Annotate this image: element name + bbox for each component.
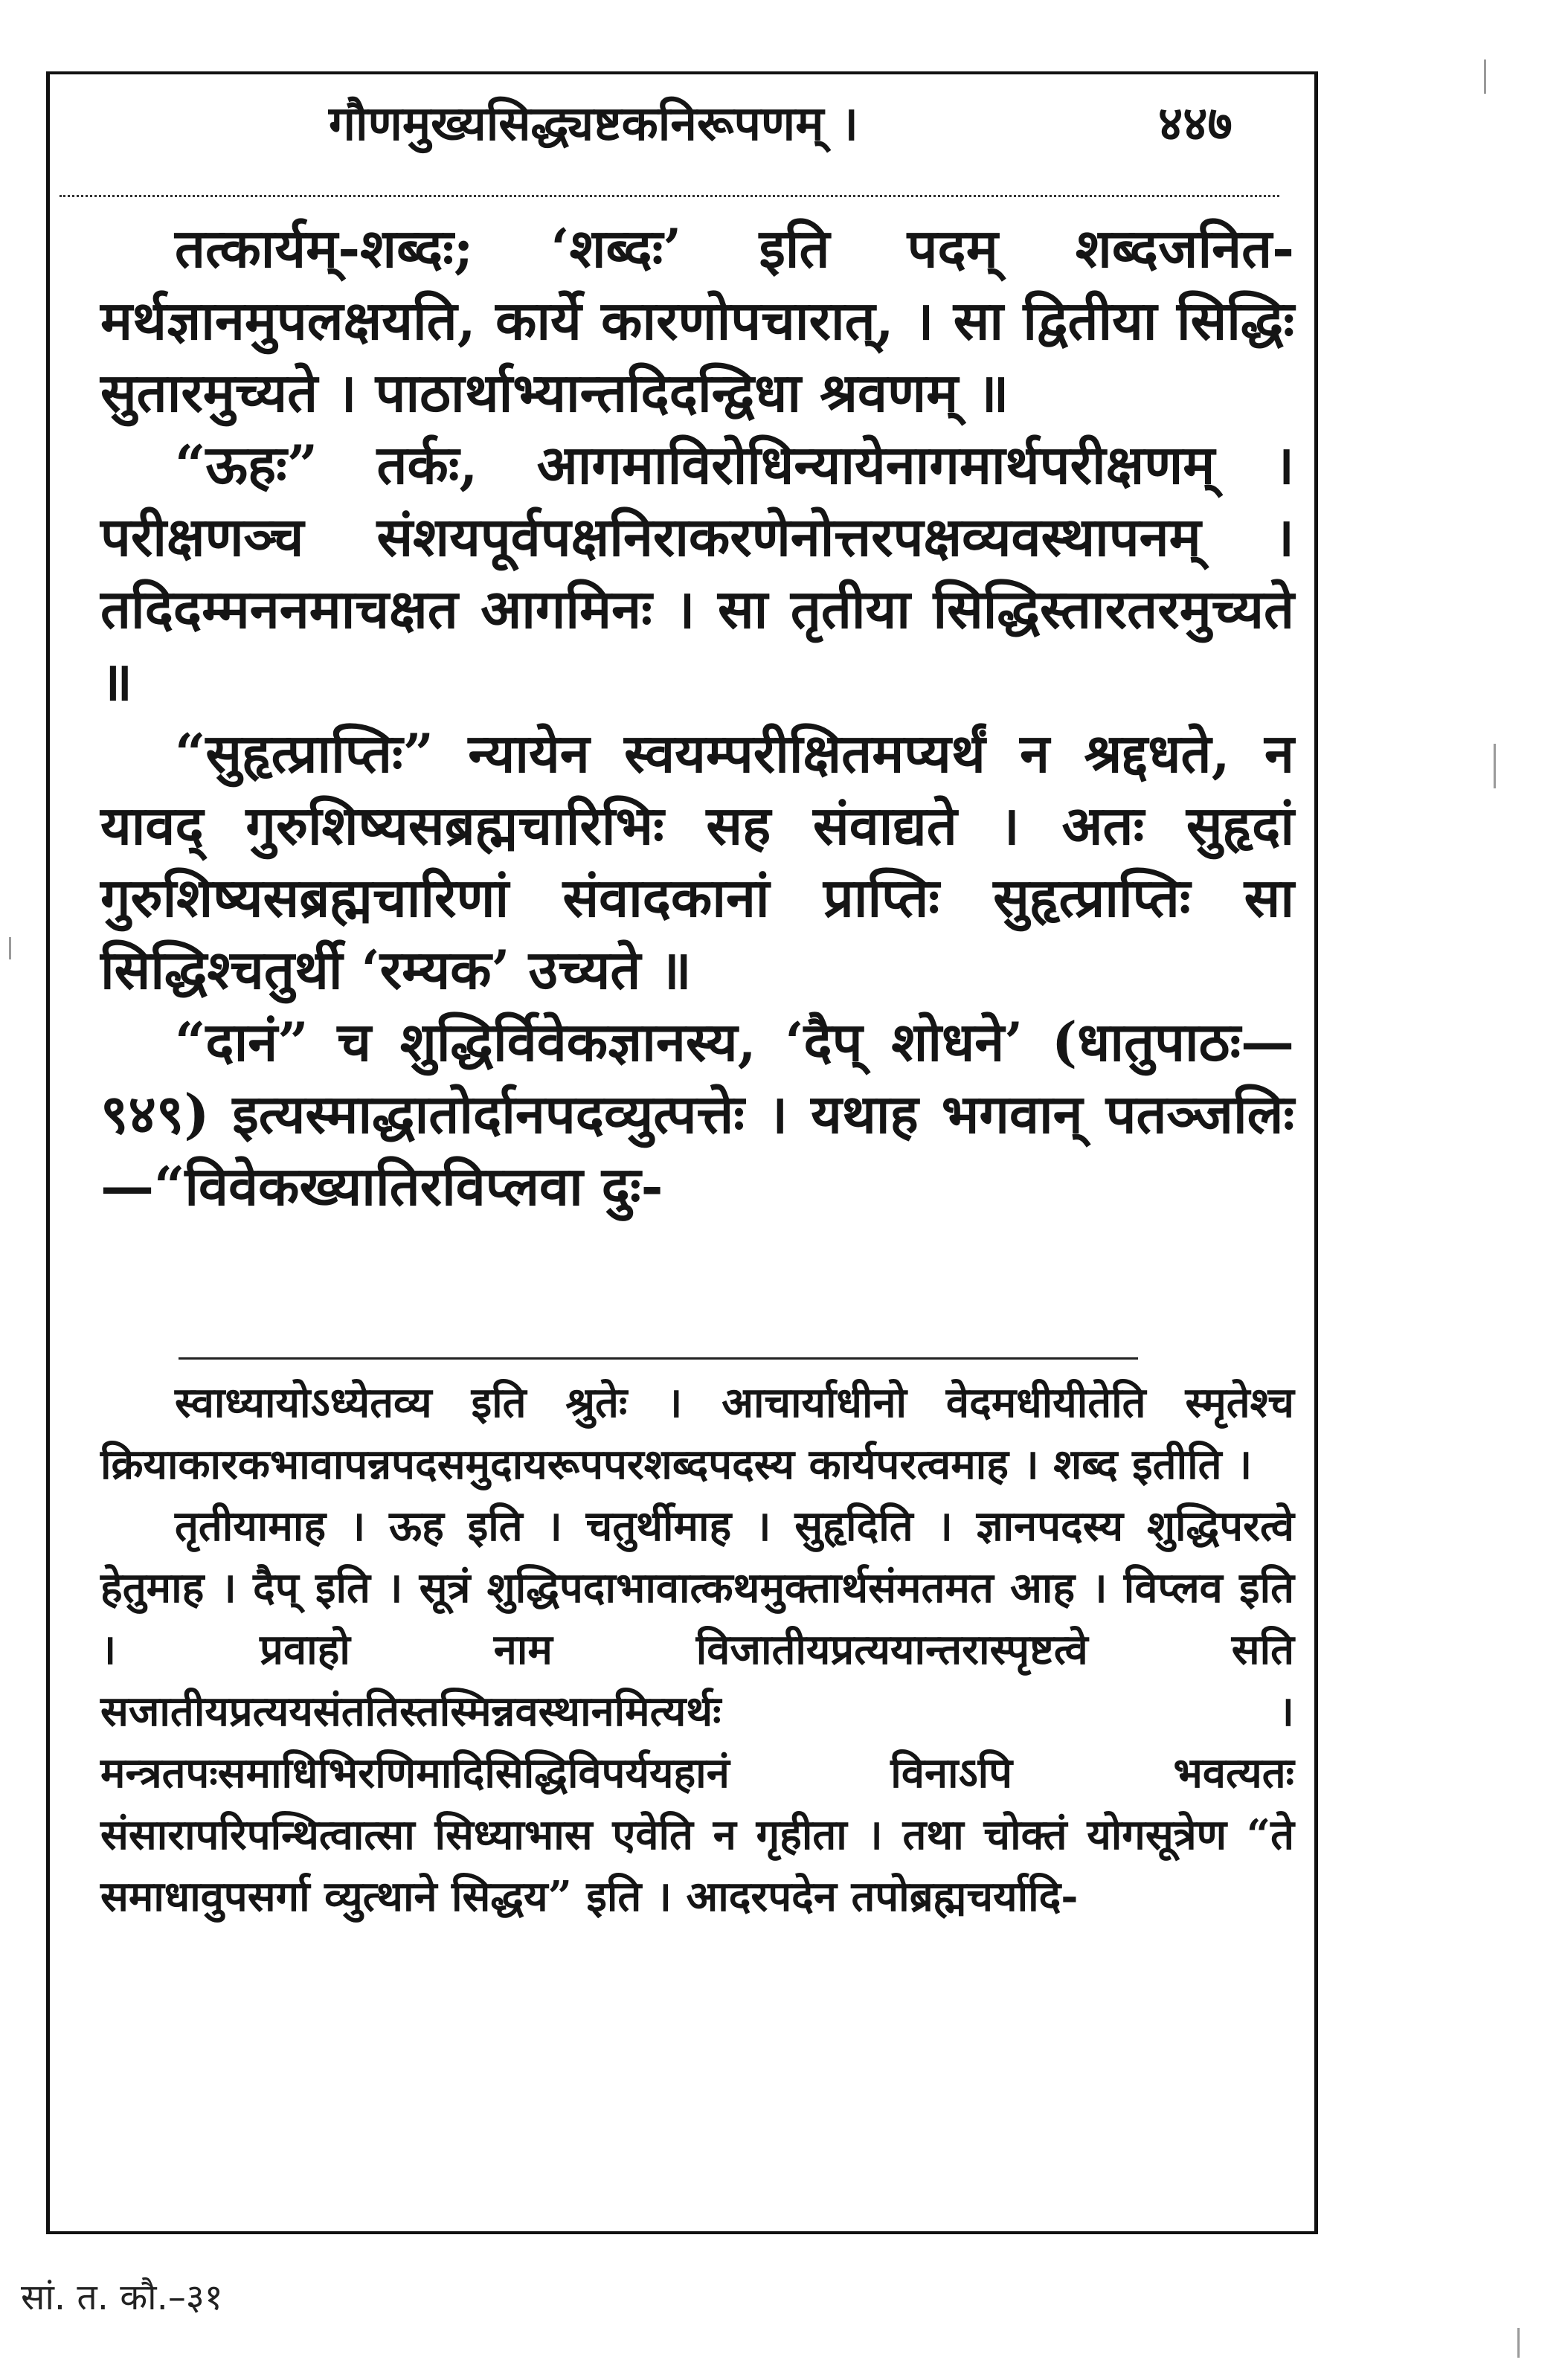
main-text-block xyxy=(100,212,1294,1222)
page-number: ४४७ xyxy=(1158,96,1232,152)
main-paragraph: “दानं” च शुद्धिर्विवेकज्ञानस्य, ‘दैप् शोधने’ (धातुपाठः—९४९) इत्यस्माद्धातोर्दानपदव्युत्पत्तेः । यथाह भगवान् पतञ्जलिः—“विवेकख्यातिरविप्लवा दुः- xyxy=(100,1010,1294,1218)
commentary-paragraph: तृतीयामाह । ऊह इति । चतुर्थीमाह । सुहृदिति । ज्ञानपदस्य शुद्धिपरत्वे हेतुमाह । दैप् इति । सूत्रं शुद्धिपदाभावात्कथमुक्तार्थसंमतमत आह । विप्लव इति । प्रवाहो नाम विजातीयप्रत्ययान्तरास्पृष्टत्वे सति सजातीयप्रत्ययसंततिस्तस्मिन्नवस्थानमित्यर्थः । मन्त्रतपःसमाधिभिरणिमादिसिद्धिविपर्ययहानं विनाऽपि भवत्यतः संसारापरिपन्थित्वात्सा सिध्याभास एवेति न गृहीता । तथा चोक्तं योगसूत्रेण “ते समाधावुपसर्गा व्युत्थाने सिद्धय” इति । आदरपदेन तपोब्रह्मचर्यादि- xyxy=(100,1502,1294,1921)
main-paragraph: “सुहृत्प्राप्तिः” न्यायेन स्वयम्परीक्षितमप्यर्थं न श्रद्दधते, न यावद् गुरुशिष्यसब्रह्मचारिभिः सह संवाद्यते । अतः सुहृदां गुरुशिष्यसब्रह्मचारिणां संवादकानां प्राप्तिः सुहृत्प्राप्तिः सा सिद्धिश्चतुर्थी ‘रम्यक’ उच्यते ॥ xyxy=(100,721,1294,1001)
main-paragraph: “ऊहः” तर्कः, आगमाविरोधिन्यायेनागमार्थपरीक्षणम् । परीक्षणञ्च संशयपूर्वपक्षनिराकरणेनोत्तरपक्षव्यवस्थापनम् । तदिदम्मननमाचक्षत आगमिनः । सा तृतीया सिद्धिस्तारतरमुच्यते ॥ xyxy=(100,433,1294,713)
main-paragraph: तत्कार्यम्-शब्दः; ‘शब्दः’ इति पदम् शब्दजनित-मर्थज्ञानमुपलक्षयति, कार्ये कारणोपचारात्, । सा द्वितीया सिद्धिः सुतारमुच्यते । पाठार्थाभ्यान्तदिदन्द्विधा श्रवणम् ॥ xyxy=(100,216,1294,424)
commentary-paragraph: स्वाध्यायोऽध्येतव्य इति श्रुतेः । आचार्याधीनो वेदमधीयीतेति स्मृतेश्च क्रियाकारकभावापन्नपदसमुदायरूपपरशब्दपदस्य कार्यपरत्वमाह । शब्द इतीति । xyxy=(100,1378,1294,1489)
header-rule xyxy=(60,195,1279,197)
scan-speck xyxy=(9,937,11,959)
running-title: गौणमुख्यसिद्ध्यष्टकनिरूपणम् । xyxy=(329,96,859,152)
scan-speck xyxy=(1494,744,1496,788)
scan-speck xyxy=(1484,60,1486,94)
signature-mark: सां. त. कौ.–३१ xyxy=(21,2277,223,2318)
commentary-block xyxy=(100,1372,1294,1928)
page-header xyxy=(46,80,1311,162)
commentary-divider xyxy=(179,1357,1138,1360)
scan-speck xyxy=(1517,2328,1520,2358)
